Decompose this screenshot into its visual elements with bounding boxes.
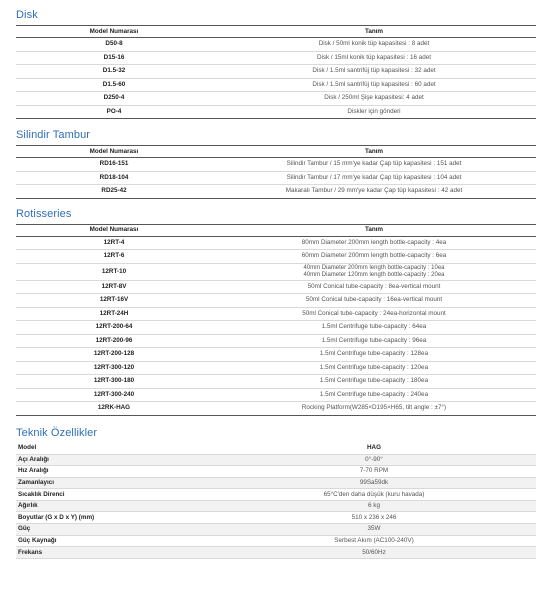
table-row (16, 78, 536, 92)
model-cell: 12RT-6 (16, 250, 212, 264)
value-line: 6 kg (368, 502, 380, 510)
value-line: 99Sa59dk (359, 478, 389, 486)
value-cell (212, 466, 536, 478)
section-title-rotisseries: Rotisseries (16, 207, 72, 220)
value-cell (212, 334, 536, 348)
table-row (16, 375, 536, 389)
model-cell: D1.5-60 (16, 78, 212, 92)
model-cell: 12RT-200-64 (16, 321, 212, 335)
value-line: 510 x 236 x 246 (351, 513, 397, 521)
table-row (16, 500, 536, 512)
value-cell (212, 321, 536, 335)
value-line: Makaralı Tambur / 29 mm'ye kadar Çap tüp kapasitesi : 42 adet (285, 187, 463, 195)
model-cell: 12RT-300-120 (16, 361, 212, 375)
value-line: Disk / 1.5ml santrifüj tüp kapasitesi : 32 adet (312, 67, 436, 75)
section-title-silindir: Silindir Tambur (16, 129, 91, 141)
table-row (16, 158, 536, 172)
value-cell (212, 402, 536, 416)
model-cell: 12RT-4 (16, 236, 212, 250)
table-row (16, 307, 536, 321)
value-line: Rocking Platform(W285×D195×H65, tilt angle : ±7°) (301, 404, 447, 412)
model-cell: 12RT-10 (16, 263, 212, 280)
value-line: 60mm Diameter 200mm length bottle-capacity : 6ea (301, 252, 447, 260)
value-line: Silindir Tambur / 17 mm'ye kadar Çap tüp kapasitesi : 104 adet (286, 173, 462, 181)
value-cell (212, 92, 536, 106)
value-line: 1.5ml Centrifuge tube-capacity : 96ea (321, 336, 427, 344)
table-row (16, 294, 536, 308)
value-line: Disk / 15ml konik tüp kapasitesi : 16 adet (316, 53, 432, 61)
model-cell: D1.5-32 (16, 65, 212, 79)
model-cell: RD16-151 (16, 158, 212, 172)
model-cell: 12RK-HAG (16, 402, 212, 416)
section-title-disk: Disk (16, 9, 38, 21)
value-cell (212, 158, 536, 172)
table-row (16, 489, 536, 501)
model-cell: RD18-104 (16, 171, 212, 185)
value-cell (212, 51, 536, 65)
value-cell (212, 375, 536, 389)
value-cell (212, 38, 536, 52)
value-cell (212, 250, 536, 264)
model-cell: RD25-42 (16, 185, 212, 199)
value-line: 0°-90° (365, 455, 383, 463)
value-cell (212, 294, 536, 308)
value-line: Disk / 50ml konik tüp kapasitesi : 8 adet (318, 40, 430, 48)
col-header-model: Model Numarası (16, 146, 212, 158)
table-row (16, 547, 536, 559)
model-cell: 12RT-200-128 (16, 348, 212, 362)
table-row (16, 402, 536, 416)
table-row (16, 535, 536, 547)
table-row (16, 185, 536, 199)
value-cell (212, 171, 536, 185)
value-line: 7-70 RPM (359, 467, 389, 475)
value-cell (212, 512, 536, 524)
table-row (16, 105, 536, 119)
table-row (16, 466, 536, 478)
value-cell (212, 489, 536, 501)
table-row (16, 250, 536, 264)
value-cell (212, 236, 536, 250)
value-line: 50/60Hz (362, 548, 386, 556)
model-cell: Güç (16, 524, 212, 536)
value-line: 40mm Diameter 120mm length bottle-capacity : 20ea (303, 271, 445, 278)
value-cell (212, 477, 536, 489)
value-line: 1.5ml Centrifuge tube-capacity : 64ea (321, 323, 427, 331)
value-cell (212, 361, 536, 375)
model-cell: 12RT-300-240 (16, 388, 212, 402)
value-cell (212, 105, 536, 119)
value-cell (212, 263, 536, 280)
model-cell: 12RT-8V (16, 280, 212, 294)
value-cell (212, 535, 536, 547)
model-cell: 12RT-16V (16, 294, 212, 308)
model-cell: Zamanlayıcı (16, 477, 212, 489)
table-row (16, 38, 536, 52)
table-row (16, 51, 536, 65)
table-row (16, 263, 536, 280)
value-line: 1.5ml Centrifuge tube-capacity : 128ea (319, 350, 429, 358)
value-line: Serbest Akım (AC100-240V) (334, 536, 414, 544)
col-header-description: Tanım (212, 146, 536, 158)
value-line: Disk / 250ml Şişe kapasitesi: 4 adet (324, 94, 424, 102)
rotisseries-table (16, 224, 536, 416)
model-cell: Hız Aralığı (16, 466, 212, 478)
model-cell: Boyutlar (G x D x Y) (mm) (16, 512, 212, 524)
model-cell: Açı Aralığı (16, 454, 212, 466)
col-header-model: Model Numarası (16, 26, 212, 38)
value-cell (212, 547, 536, 559)
model-cell: Ağırlık (16, 500, 212, 512)
value-line: 1.5ml Centrifuge tube-capacity : 180ea (319, 377, 429, 385)
value-line: 80mm Diameter 200mm length bottle-capacity : 4ea (301, 238, 447, 246)
value-cell (212, 388, 536, 402)
value-line: Silindir Tambur / 15 mm'ye kadar Çap tüp kapasitesi : 151 adet (286, 160, 462, 168)
col-header-model: Model (16, 443, 212, 455)
silindir-table (16, 145, 536, 199)
model-cell: 12RT-300-180 (16, 375, 212, 389)
table-row (16, 280, 536, 294)
model-cell: 12RT-24H (16, 307, 212, 321)
model-cell: PO-4 (16, 105, 212, 119)
table-row (16, 171, 536, 185)
value-cell (212, 307, 536, 321)
value-line: 40mm Diameter 200mm length bottle-capacity : 10ea (303, 265, 445, 271)
table-row (16, 361, 536, 375)
value-cell (212, 454, 536, 466)
model-cell: D250-4 (16, 92, 212, 106)
table-row (16, 512, 536, 524)
table-row (16, 477, 536, 489)
table-row (16, 454, 536, 466)
value-line: 1.5ml Centrifuge tube-capacity : 120ea (319, 363, 429, 371)
col-header-model: Model Numarası (16, 224, 212, 236)
table-row (16, 524, 536, 536)
model-cell: 12RT-200-96 (16, 334, 212, 348)
section-title-teknik: Teknik Özellikler (16, 426, 98, 439)
value-line: 50ml Conical tube-capacity : 16ea-vertical mount (305, 296, 443, 304)
table-row (16, 348, 536, 362)
col-header-hag: HAG (212, 443, 536, 455)
table-row (16, 92, 536, 106)
value-cell (212, 524, 536, 536)
model-cell: D50-8 (16, 38, 212, 52)
value-line: 1.5ml Centrifuge tube-capacity : 240ea (319, 390, 429, 398)
value-cell (212, 185, 536, 199)
table-row (16, 65, 536, 79)
value-cell (212, 280, 536, 294)
model-cell: D15-16 (16, 51, 212, 65)
value-line: 50ml Conical tube-capacity : 24ea-horizontal mount (302, 309, 446, 317)
table-row (16, 334, 536, 348)
value-cell (212, 500, 536, 512)
model-cell: Güç Kaynağı (16, 535, 212, 547)
table-row (16, 236, 536, 250)
col-header-description: Tanım (212, 26, 536, 38)
value-line: Diskler için gönderi (347, 107, 401, 115)
value-cell (212, 65, 536, 79)
table-row (16, 321, 536, 335)
value-line: Disk / 1.5ml santrifüj tüp kapasitesi : 60 adet (312, 80, 436, 88)
teknik-table (16, 443, 536, 559)
disk-table (16, 25, 536, 119)
value-line: 50ml Conical tube-capacity : 8ea-vertical mount (307, 282, 441, 290)
value-line: 65°C'den daha düşük (kuru havada) (323, 490, 425, 498)
col-header-description: Tanım (212, 224, 536, 236)
value-line: 35W (367, 525, 381, 533)
value-cell (212, 78, 536, 92)
model-cell: Frekans (16, 547, 212, 559)
table-row (16, 388, 536, 402)
value-cell (212, 348, 536, 362)
model-cell: Sıcaklık Direnci (16, 489, 212, 501)
